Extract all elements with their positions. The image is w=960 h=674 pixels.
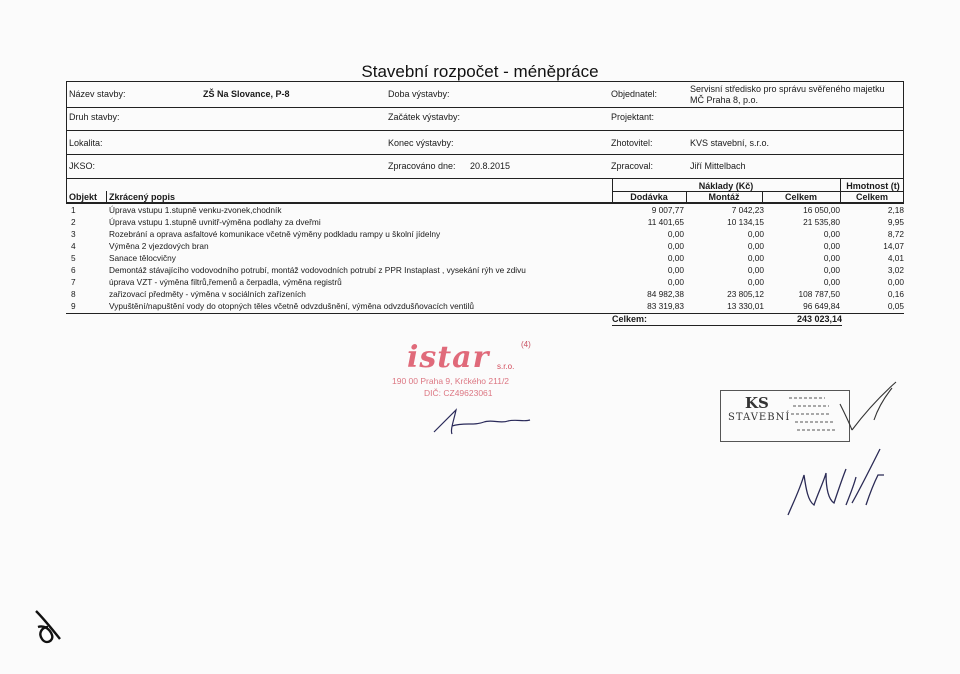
row-objekt: 6: [71, 265, 76, 275]
zacatek-label: Začátek výstavby:: [388, 112, 461, 122]
row-popis: Demontáž stávajícího vodovodního potrubí, montáž vodovodních potrubí z PPR Instaplast , vysekání rýh ve zdivu: [109, 265, 526, 275]
istar-dic: DIČ: CZ49623061: [424, 388, 493, 398]
table-head-bottom-border: [66, 202, 904, 204]
table-head-left-border: [66, 178, 67, 202]
row-popis: Vypuštění/napuštění vody do otopných těles včetně odvzdušnění, výměna odvzdušňovacích ventilů: [109, 301, 474, 311]
corner-mark: [30, 605, 70, 647]
objednatel-value-2: MČ Praha 8, p.o.: [690, 95, 759, 105]
zhotovitel-value: KVS stavební, s.r.o.: [690, 138, 770, 148]
row-celkem: 21 535,80: [803, 217, 840, 227]
row-popis: Výměna 2 vjezdových bran: [109, 241, 209, 251]
row-objekt: 5: [71, 253, 76, 263]
row-objekt: 7: [71, 277, 76, 287]
document-title: Stavební rozpočet - méněpráce: [361, 62, 599, 81]
total-value: 243 023,14: [796, 314, 842, 324]
row-celkem: 0,00: [823, 277, 840, 287]
row-hmotnost: 8,72: [887, 229, 904, 239]
nazev-value: ZŠ Na Slovance, P-8: [203, 89, 290, 99]
zpracovano-value: 20.8.2015: [470, 161, 511, 171]
row-popis: úprava VZT - výměna filtrů,řemenů a čerpadla, výměna registrů: [109, 277, 342, 287]
istar-logo-suffix: s.r.o.: [497, 362, 515, 371]
zhotovitel-label: Zhotovitel:: [611, 138, 653, 148]
header-row-divider: [66, 154, 904, 155]
kvs-name: STAVEBNÍ: [728, 412, 791, 423]
row-dodavka: 0,00: [667, 265, 684, 275]
row-montaz: 0,00: [747, 241, 764, 251]
row-dodavka: 9 007,77: [651, 205, 684, 215]
row-montaz: 0,00: [747, 229, 764, 239]
handwritten-signature: [780, 445, 890, 520]
row-dodavka: 83 319,83: [647, 301, 684, 311]
kvs-signature-check: [834, 378, 904, 438]
row-celkem: 0,00: [823, 265, 840, 275]
group-hmotnost: Hmotnost (t): [846, 181, 900, 191]
row-celkem: 16 050,00: [803, 205, 840, 215]
istar-signature: [430, 402, 535, 438]
row-dodavka: 84 982,38: [647, 289, 684, 299]
row-montaz: 7 042,23: [731, 205, 764, 215]
kvs-logo: KS: [745, 394, 769, 412]
zpracovano-label: Zpracováno dne:: [388, 161, 456, 171]
row-popis: Rozebrání a oprava asfaltové komunikace včetně výměny podkladu rampy u školní jídelny: [109, 229, 441, 239]
projektant-label: Projektant:: [611, 112, 655, 122]
nazev-label: Název stavby:: [69, 89, 126, 99]
zpracoval-value: Jiří Mittelbach: [690, 161, 746, 171]
row-montaz: 23 805,12: [727, 289, 764, 299]
row-dodavka: 0,00: [667, 229, 684, 239]
doba-label: Doba výstavby:: [388, 89, 450, 99]
group-naklady: Náklady (Kč): [698, 181, 754, 191]
col-objekt: Objekt: [69, 192, 98, 202]
total-underline: [612, 325, 842, 326]
row-dodavka: 11 401,65: [647, 217, 684, 227]
row-popis: zařizovací předměty - výměna v sociálních zařízeních: [109, 289, 306, 299]
row-dodavka: 0,00: [667, 241, 684, 251]
row-dodavka: 0,00: [667, 253, 684, 263]
row-hmotnost: 0,00: [887, 277, 904, 287]
row-montaz: 0,00: [747, 253, 764, 263]
istar-address: 190 00 Praha 9, Krčkého 211/2: [392, 376, 510, 386]
header-bottom-border: [66, 178, 904, 179]
istar-marker: (4): [521, 340, 531, 349]
header-row-divider: [66, 130, 904, 131]
row-celkem: 96 649,84: [803, 301, 840, 311]
col-celkem: Celkem: [784, 192, 818, 202]
row-celkem: 0,00: [823, 229, 840, 239]
row-celkem: 108 787,50: [798, 289, 840, 299]
total-label: Celkem:: [612, 314, 648, 324]
row-hmotnost: 2,18: [887, 205, 904, 215]
col-montaz: Montáž: [708, 192, 740, 202]
row-objekt: 2: [71, 217, 76, 227]
row-objekt: 8: [71, 289, 76, 299]
row-hmotnost: 4,01: [887, 253, 904, 263]
druh-label: Druh stavby:: [69, 112, 120, 122]
row-montaz: 0,00: [747, 277, 764, 287]
jkso-label: JKSO:: [69, 161, 96, 171]
row-celkem: 0,00: [823, 241, 840, 251]
row-popis: Úprava vstupu 1.stupně uvnitř-výměna podlahy za dveřmi: [109, 217, 321, 227]
col-divider: [106, 191, 107, 202]
objednatel-value-1: Servisní středisko pro správu svěřeného majetku: [690, 84, 885, 94]
row-objekt: 3: [71, 229, 76, 239]
row-popis: Sanace tělocvičny: [109, 253, 176, 263]
row-objekt: 9: [71, 301, 76, 311]
row-hmotnost: 0,16: [887, 289, 904, 299]
row-objekt: 4: [71, 241, 76, 251]
row-objekt: 1: [71, 205, 76, 215]
header-row-divider: [66, 107, 904, 108]
col-hmotnost-celkem: Celkem: [855, 192, 889, 202]
row-montaz: 13 330,01: [727, 301, 764, 311]
row-hmotnost: 9,95: [887, 217, 904, 227]
zpracoval-label: Zpracoval:: [611, 161, 654, 171]
row-dodavka: 0,00: [667, 277, 684, 287]
row-montaz: 10 134,15: [727, 217, 764, 227]
header-top-border: [66, 81, 904, 82]
row-popis: Úprava vstupu 1.stupně venku-zvonek,chodník: [109, 205, 282, 215]
row-celkem: 0,00: [823, 253, 840, 263]
lokalita-label: Lokalita:: [69, 138, 103, 148]
konec-label: Konec výstavby:: [388, 138, 454, 148]
row-hmotnost: 14,07: [883, 241, 904, 251]
row-hmotnost: 0,05: [887, 301, 904, 311]
objednatel-label: Objednatel:: [611, 89, 658, 99]
istar-logo: istar: [407, 340, 490, 375]
row-montaz: 0,00: [747, 265, 764, 275]
row-hmotnost: 3,02: [887, 265, 904, 275]
col-popis: Zkrácený popis: [109, 192, 176, 202]
col-dodavka: Dodávka: [630, 192, 668, 202]
